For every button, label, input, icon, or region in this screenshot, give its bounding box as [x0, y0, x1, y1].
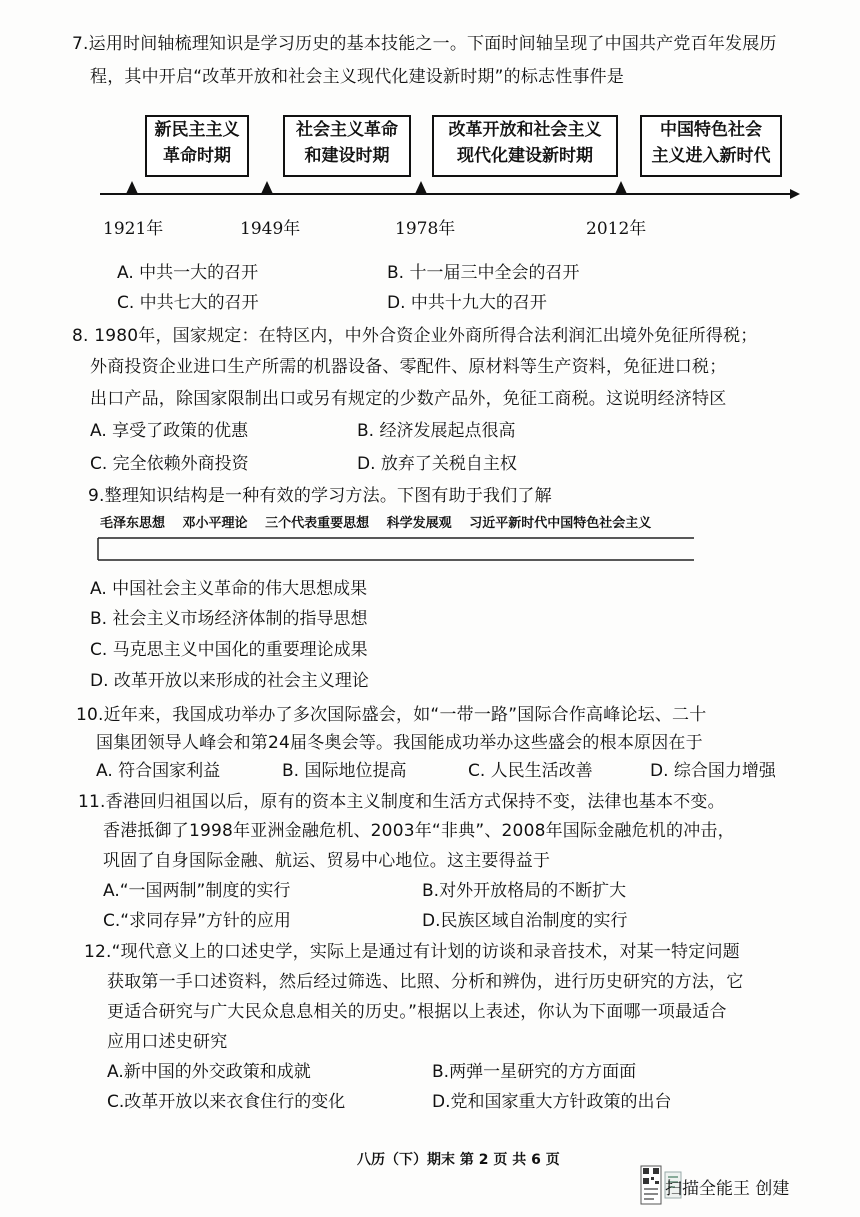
q7-option-d: D. 中共十九大的召开 [387, 293, 547, 313]
q9-bracket [96, 534, 696, 564]
q9-option-c: C. 马克思主义中国化的重要理论成果 [90, 640, 368, 660]
q12-option-d: D.党和国家重大方针政策的出台 [432, 1092, 672, 1112]
theory-three-represents: 三个代表重要思想 [265, 516, 370, 531]
q7-option-c: C. 中共七大的召开 [117, 293, 259, 313]
timeline-year-1978: 1978年 [395, 219, 456, 239]
timeline-box-1 [145, 115, 249, 177]
theory-deng: 邓小平理论 [182, 516, 248, 531]
timeline-box-3-line1: 改革开放和社会主义 [448, 120, 602, 140]
q10-option-d: D. 综合国力增强 [650, 761, 776, 781]
q8-line1: 8. 1980年，国家规定：在特区内，中外合资企业外商所得合法利润汇出境外免征所得税； [72, 326, 758, 346]
q11-option-d: D.民族区域自治制度的实行 [422, 911, 628, 931]
timeline-box-4-line1: 中国特色社会 [660, 120, 762, 140]
q8-option-c: C. 完全依赖外商投资 [90, 454, 249, 474]
timeline-arrowhead [790, 189, 800, 199]
q11-option-a: A.“一国两制”制度的实行 [103, 881, 291, 901]
q9-line1: 9.整理知识结构是一种有效的学习方法。下图有助于我们了解 [88, 486, 552, 506]
q12-line4: 应用口述史研究 [107, 1032, 228, 1052]
q12-line3: 更适合研究与广大民众息息相关的历史。”根据以上表述，你认为下面哪一项最适合 [107, 1002, 727, 1022]
timeline-box-3 [432, 115, 618, 177]
q8-line2: 外商投资企业进口生产所需的机器设备、零配件、原材料等生产资料，免征进口税； [90, 357, 727, 377]
q9-option-a: A. 中国社会主义革命的伟大思想成果 [90, 579, 368, 599]
theory-mao: 毛泽东思想 [100, 516, 166, 531]
q8-option-a: A. 享受了政策的优惠 [90, 421, 249, 441]
q12-option-c: C.改革开放以来衣食住行的变化 [107, 1092, 346, 1112]
q11-line2: 香港抵御了1998年亚洲金融危机、2003年“非典”、2008年国际金融危机的冲击， [103, 821, 735, 841]
qr-code-icon [640, 1165, 662, 1205]
q8-line3: 出口产品，除国家限制出口或另有规定的少数产品外，免征工商税。这说明经济特区 [90, 389, 727, 409]
timeline-year-1921: 1921年 [103, 219, 164, 239]
scanner-watermark-label: 扫描全能王 创建 [665, 1179, 790, 1199]
timeline-axis [95, 180, 805, 204]
q10-line1: 10.近年来，我国成功举办了多次国际盛会，如“一带一路”国际合作高峰论坛、二十 [76, 705, 707, 725]
q11-line3: 巩固了自身国际金融、航运、贸易中心地位。这主要得益于 [103, 851, 551, 871]
theory-xi: 习近平新时代中国特色社会主义 [469, 516, 652, 531]
timeline-box-2-line2: 和建设时期 [304, 146, 390, 166]
q9-theory-row [100, 512, 664, 531]
theory-scientific-development: 科学发展观 [386, 516, 452, 531]
timeline-box-2 [283, 115, 411, 177]
q9-option-b: B. 社会主义市场经济体制的指导思想 [90, 609, 368, 629]
q12-option-a: A.新中国的外交政策和成就 [107, 1062, 311, 1082]
q10-line2: 国集团领导人峰会和第24届冬奥会等。我国能成功举办这些盛会的根本原因在于 [96, 733, 703, 753]
q9-option-d: D. 改革开放以来形成的社会主义理论 [90, 671, 369, 691]
q10-option-c: C. 人民生活改善 [468, 761, 593, 781]
q10-option-b: B. 国际地位提高 [282, 761, 407, 781]
q12-line2: 获取第一手口述资料，然后经过筛选、比照、分析和辨伪，进行历史研究的方法，它 [107, 972, 744, 992]
timeline-marker-1921 [126, 181, 138, 194]
timeline-box-2-line1: 社会主义革命 [296, 120, 398, 140]
timeline-box-3-line2: 现代化建设新时期 [457, 146, 593, 166]
q7-line1: 7.运用时间轴梳理知识是学习历史的基本技能之一。下面时间轴呈现了中国共产党百年发展历 [72, 34, 777, 54]
timeline-marker-1978 [415, 181, 427, 194]
q7-line2: 程，其中开启“改革开放和社会主义现代化建设新时期”的标志性事件是 [90, 67, 625, 87]
q12-option-b: B.两弹一星研究的方方面面 [432, 1062, 637, 1082]
q11-line1: 11.香港回归祖国以后，原有的资本主义制度和生活方式保持不变，法律也基本不变。 [78, 792, 725, 812]
q7-option-b: B. 十一届三中全会的召开 [387, 263, 580, 283]
q11-option-c: C.“求同存异”方针的应用 [103, 911, 291, 931]
timeline-marker-1949 [261, 181, 273, 194]
page-footer: 八历（下）期末 第 2 页 共 6 页 [357, 1152, 560, 1168]
timeline-year-1949: 1949年 [240, 219, 301, 239]
q8-option-d: D. 放弃了关税自主权 [357, 454, 517, 474]
q7-option-a: A. 中共一大的召开 [117, 263, 259, 283]
timeline-box-4 [640, 115, 782, 177]
q10-option-a: A. 符合国家利益 [96, 761, 221, 781]
timeline-year-2012: 2012年 [586, 219, 647, 239]
timeline-box-4-line2: 主义进入新时代 [651, 146, 771, 166]
q12-line1: 12.“现代意义上的口述史学，实际上是通过有计划的访谈和录音技术，对某一特定问题 [84, 942, 740, 962]
q8-option-b: B. 经济发展起点很高 [357, 421, 516, 441]
q11-option-b: B.对外开放格局的不断扩大 [422, 881, 627, 901]
timeline-box-1-line2: 革命时期 [163, 146, 231, 166]
timeline-box-1-line1: 新民主主义 [154, 120, 240, 140]
timeline-marker-2012 [615, 181, 627, 194]
